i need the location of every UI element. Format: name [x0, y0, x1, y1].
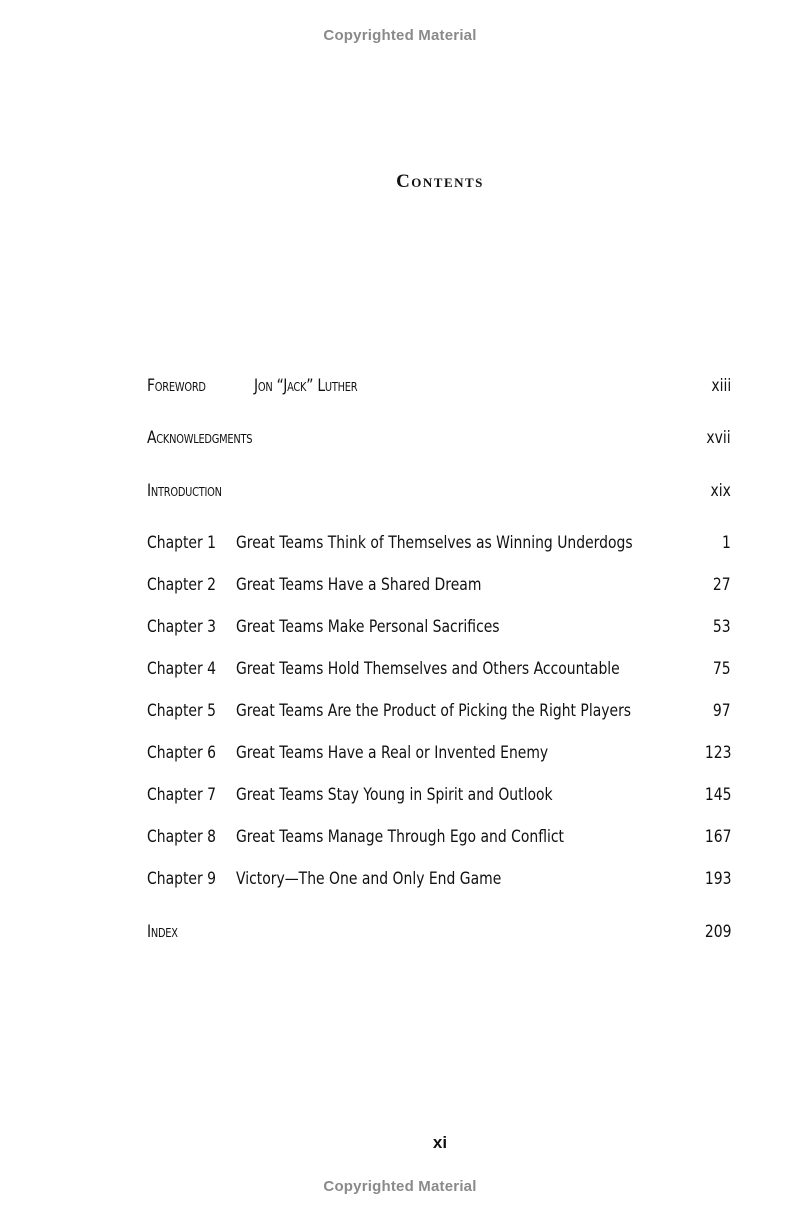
- chapter-title: Victory—The One and Only End Game: [236, 869, 502, 889]
- toc-entry-acknowledgments[interactable]: [147, 424, 731, 452]
- toc-entry-chapter-6[interactable]: [147, 739, 731, 767]
- chapter-label: Chapter 4: [147, 659, 217, 679]
- toc-page-number: 167: [704, 827, 731, 847]
- toc-entry-introduction[interactable]: [147, 477, 731, 505]
- chapter-label: Chapter 5: [147, 701, 217, 721]
- toc-entry-label: Acknowledgments: [147, 428, 253, 448]
- toc-entry-label: Foreword: [147, 376, 206, 396]
- chapter-title: Great Teams Make Personal Sacrifices: [236, 617, 500, 637]
- chapter-title: Great Teams Have a Real or Invented Enemy: [236, 743, 549, 763]
- chapter-label: Chapter 7: [147, 785, 217, 805]
- chapter-label: Chapter 2: [147, 575, 217, 595]
- toc-page-number: 75: [713, 659, 731, 679]
- toc-entry-index[interactable]: [147, 918, 731, 946]
- toc-page-number: 193: [704, 869, 731, 889]
- chapter-title: Great Teams Stay Young in Spirit and Outlook: [236, 785, 553, 805]
- toc-entry-chapter-8[interactable]: [147, 823, 731, 851]
- toc-page-number: 53: [713, 617, 731, 637]
- toc-page-number: 1: [722, 533, 731, 553]
- chapter-title: Great Teams Manage Through Ego and Conflict: [236, 827, 564, 847]
- toc-entry-chapter-2[interactable]: [147, 571, 731, 599]
- toc-entry-chapter-7[interactable]: [147, 781, 731, 809]
- toc-entry-label: Introduction: [147, 481, 222, 501]
- toc-page-number: 27: [713, 575, 731, 595]
- toc-entry-label: Index: [147, 922, 178, 942]
- chapter-label: Chapter 9: [147, 869, 217, 889]
- chapter-title: Great Teams Have a Shared Dream: [236, 575, 482, 595]
- toc-page-number: 145: [704, 785, 731, 805]
- page-number-folio: xi: [432, 1133, 448, 1152]
- chapter-label: Chapter 6: [147, 743, 217, 763]
- toc-entry-chapter-1[interactable]: [147, 529, 731, 557]
- chapter-label: Chapter 1: [147, 533, 217, 553]
- chapter-title: Great Teams Are the Product of Picking the Right Players: [236, 701, 632, 721]
- toc-page-number: xix: [710, 481, 731, 501]
- toc-entry-chapter-4[interactable]: [147, 655, 731, 683]
- chapter-label: Chapter 3: [147, 617, 217, 637]
- chapter-title: Great Teams Hold Themselves and Others Accountable: [236, 659, 620, 679]
- toc-page-number: 209: [704, 922, 731, 942]
- toc-page-number: 123: [704, 743, 731, 763]
- page-title: Contents: [396, 171, 484, 192]
- toc-entry-chapter-5[interactable]: [147, 697, 731, 725]
- toc-entry-chapter-9[interactable]: [147, 865, 731, 893]
- chapter-title: Great Teams Think of Themselves as Winning Underdogs: [236, 533, 633, 553]
- toc-page-number: 97: [713, 701, 731, 721]
- watermark-top: Copyrighted Material: [323, 27, 477, 44]
- toc-entry-author: Jon “Jack” Luther: [254, 376, 358, 396]
- toc-entry-chapter-3[interactable]: [147, 613, 731, 641]
- chapter-label: Chapter 8: [147, 827, 217, 847]
- toc-page-number: xvii: [706, 428, 731, 448]
- watermark-bottom: Copyrighted Material: [323, 1178, 477, 1195]
- toc-page-number: xiii: [711, 376, 731, 396]
- toc-entry-foreword[interactable]: [147, 372, 731, 400]
